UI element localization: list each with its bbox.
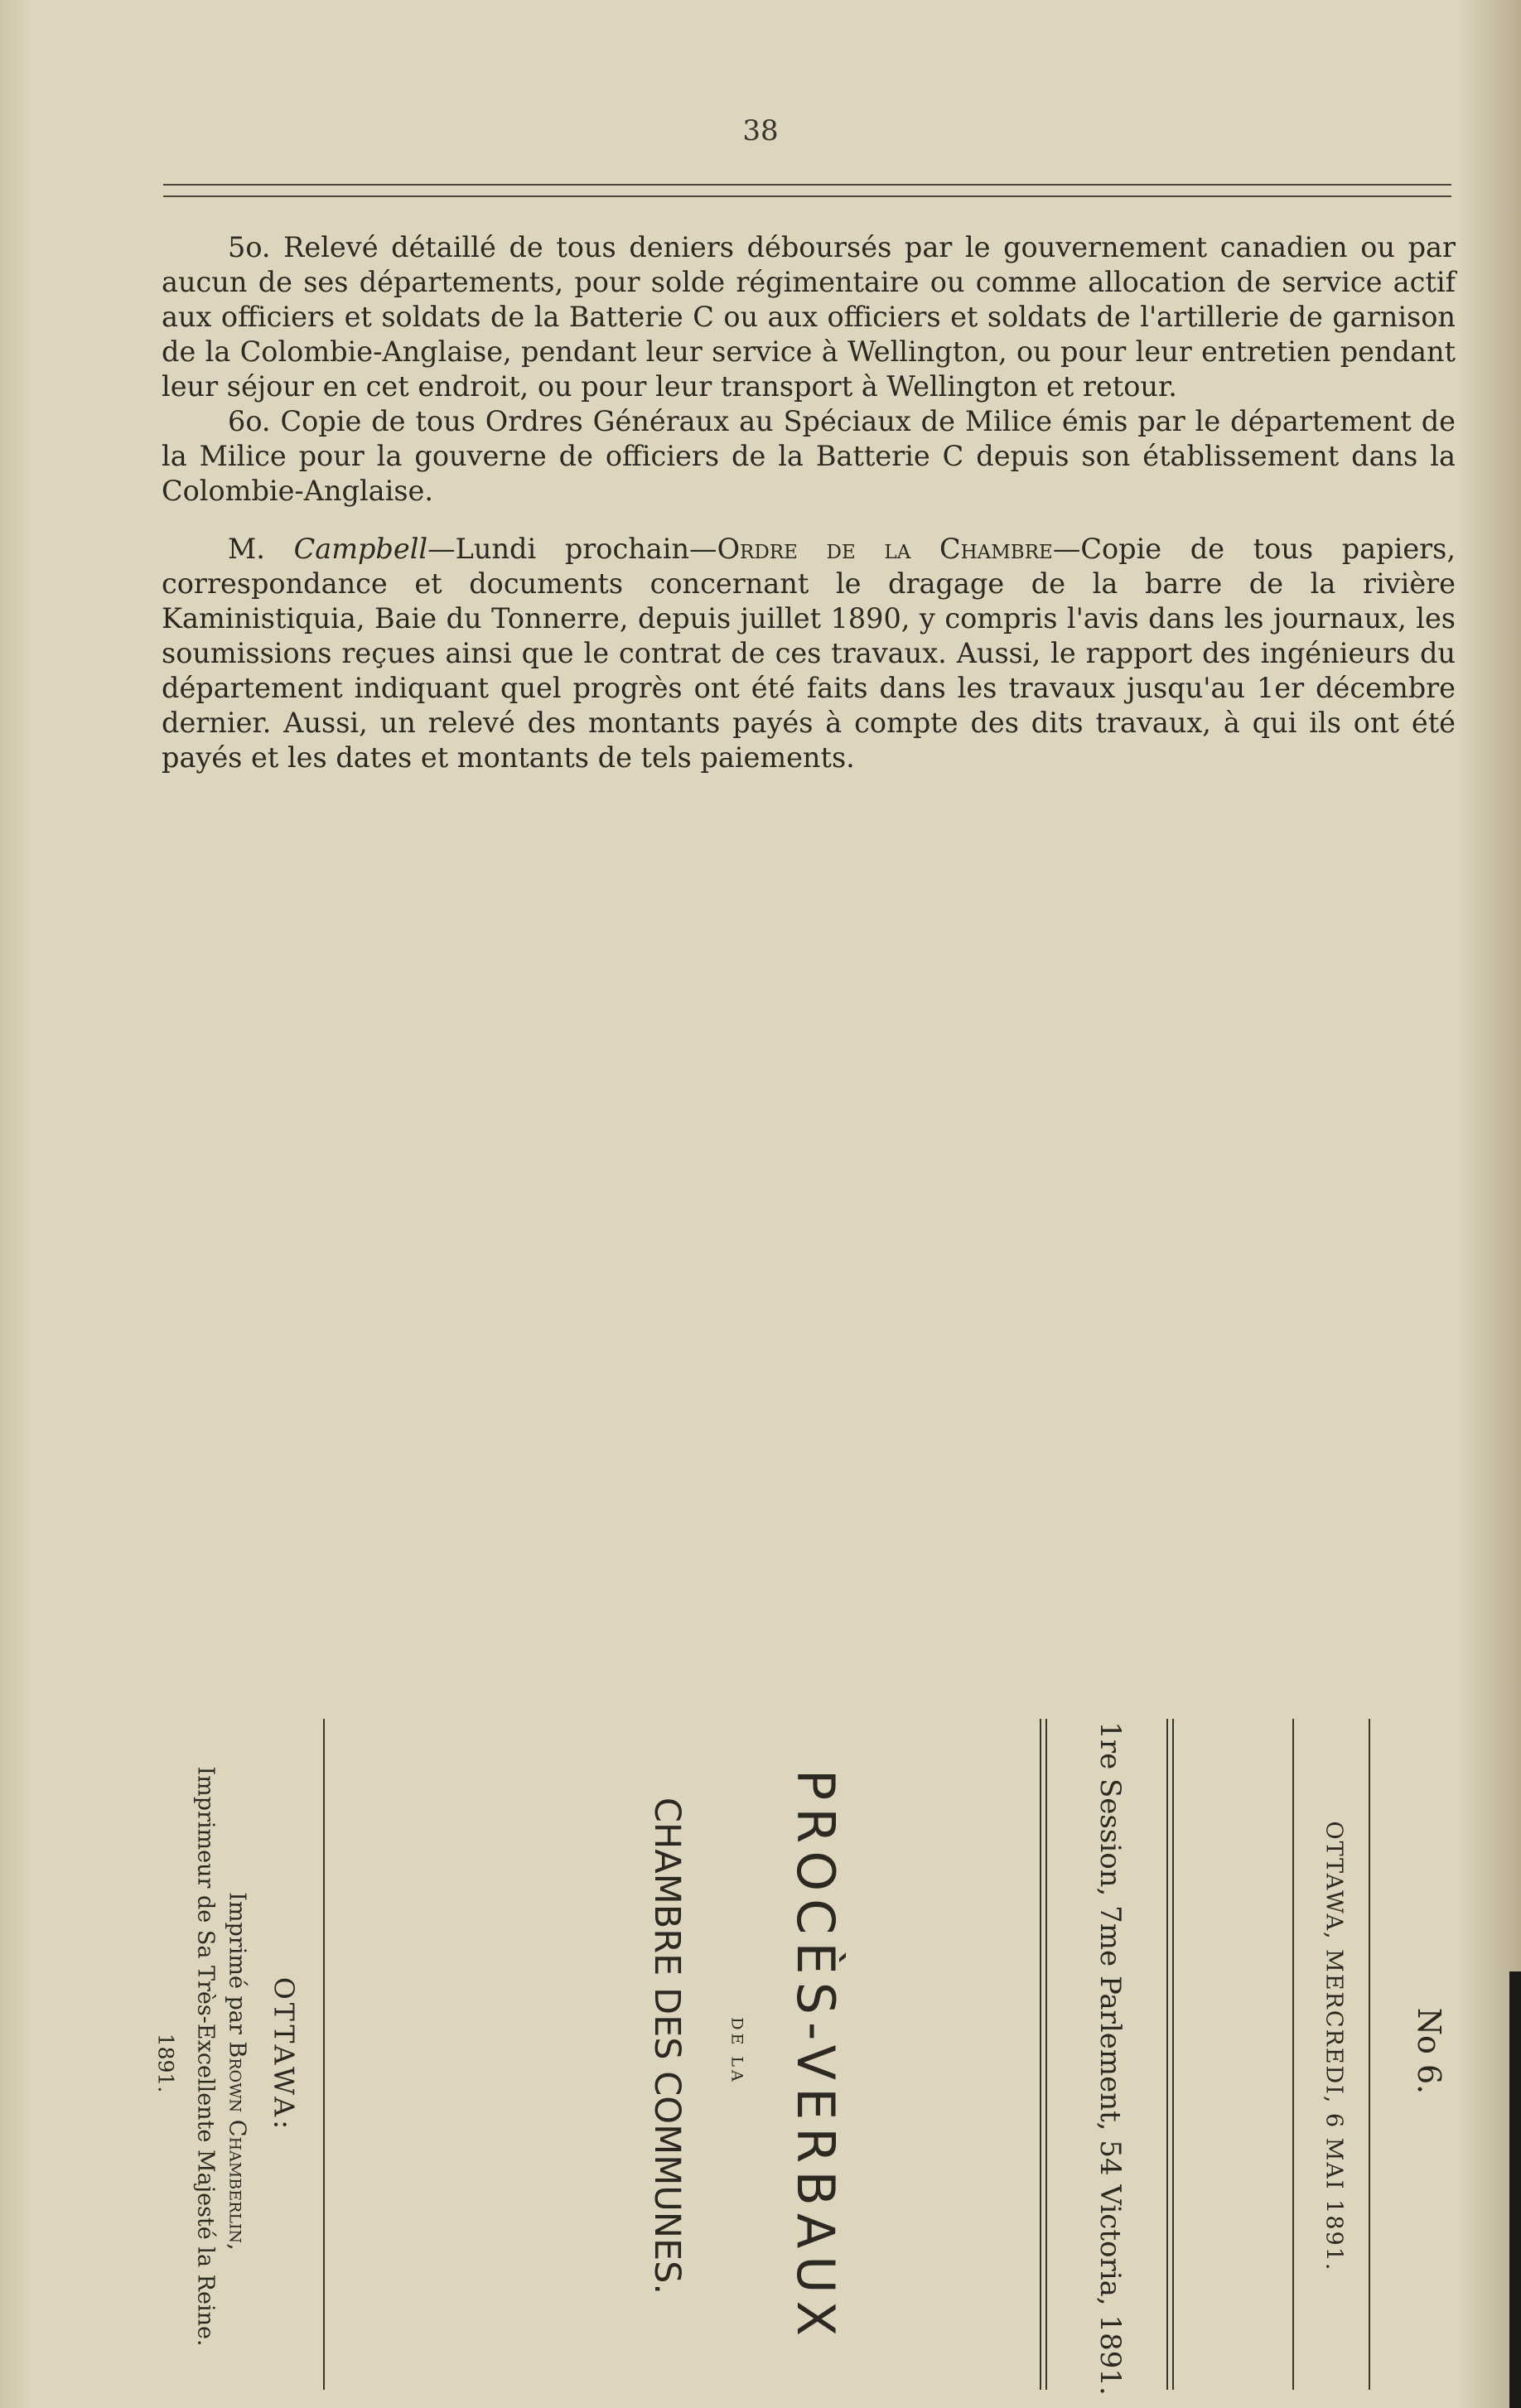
cover-de-la-block	[721, 1711, 754, 2391]
cover-chambre-block	[638, 1748, 696, 2344]
paragraph-text: Relevé détaillé de tous deniers déboursés par le gouvernement canadien ou par aucun de ses départements, pour solde régimentaire ou comme allocation de service actif aux officiers et soldats de la Batterie C ou aux officiers et soldats de l'artillerie de garnison de la Colombie-Anglaise, pendant leur service à Wellington, ou pour leur entretien pendant leur séjour en cet endroit, ou pour leur transport à Wellington et retour.	[162, 231, 1456, 403]
cover-chambre: CHAMBRE DES COMMUNES.	[646, 1797, 688, 2295]
motion-prefix: M.	[228, 533, 294, 565]
body-text	[162, 230, 1456, 775]
cover-year: 1891.	[153, 2033, 178, 2092]
cover-rule-3a	[1172, 1719, 1174, 2390]
cover-printer-line2: Imprimeur de Sa Très-Excellente Majesté la Reine.	[192, 1765, 219, 2347]
motion-order: Ordre de la Chambre	[717, 533, 1053, 565]
item-number: 5o.	[228, 231, 271, 263]
cover-place-block	[263, 1955, 305, 2154]
page-edge-shadow	[1509, 1971, 1521, 2408]
cover-session: 1re Session, 7me Parlement, 54 Victoria, 1891.	[1094, 1721, 1127, 2396]
cover-rule-2	[1292, 1719, 1294, 2390]
cover-printer-line1: Imprimé par Brown Chamberlin,	[224, 1891, 250, 2251]
paragraph-text: Copie de tous Ordres Généraux au Spéciaux de Milice émis par le département de la Milice pour la gouverne de officiers de la Batterie C depuis son établissement dans la Colombie-Anglaise.	[162, 405, 1456, 507]
cover-de-la: DE LA	[728, 2017, 747, 2085]
cover-date-block	[1317, 1781, 1350, 2311]
cover-number-block	[1408, 1711, 1450, 2391]
header-rule-bottom	[163, 195, 1451, 197]
cover-year-block	[149, 2013, 182, 2112]
cover-title-block	[762, 1716, 870, 2396]
cover-printer-line2-block	[189, 1733, 222, 2379]
cover-session-block	[1089, 1715, 1131, 2402]
cover-printer-block	[220, 1839, 254, 2303]
cover-rule-4b	[1040, 1719, 1041, 2390]
motion-text: —Copie de tous papiers, correspondance et documents concernant le dragage de la barre de la rivière Kaministiquia, Baie du Tonnerre, depuis juillet 1890, y compris l'avis dans les journaux, les soumissions reçues ainsi que le contrat de ces travaux. Aussi, le rapport des ingénieurs du département indiquant quel progrès ont été faits dans les travaux jusqu'au 1er décembre dernier. Aussi, un relevé des montants payés à compte des dits travaux, à qui ils ont été payés et les dates et montants de tels paiements.	[162, 533, 1456, 774]
cover-rule-1	[1369, 1719, 1370, 2390]
member-name: Campbell	[293, 533, 428, 565]
cover-date: OTTAWA, MERCREDI, 6 MAI 1891.	[1321, 1821, 1347, 2271]
motion-paragraph	[162, 532, 1456, 775]
cover-rule-3b	[1166, 1719, 1168, 2390]
item-number: 6o.	[228, 405, 271, 437]
paragraph-6o	[162, 404, 1456, 509]
cover-rule-5	[323, 1719, 325, 2390]
cover-number: No 6.	[1411, 2007, 1447, 2095]
header-rule-top	[163, 184, 1451, 186]
cover-title: PROCÈS-VERBAUX	[785, 1769, 847, 2343]
page-number: 38	[742, 114, 779, 147]
printer-name: Brown Chamberlin	[224, 2040, 250, 2243]
cover-rule-4a	[1045, 1719, 1047, 2390]
paragraph-5o	[162, 230, 1456, 404]
motion-when: —Lundi prochain—	[427, 533, 717, 565]
cover-place: OTTAWA:	[268, 1976, 301, 2132]
